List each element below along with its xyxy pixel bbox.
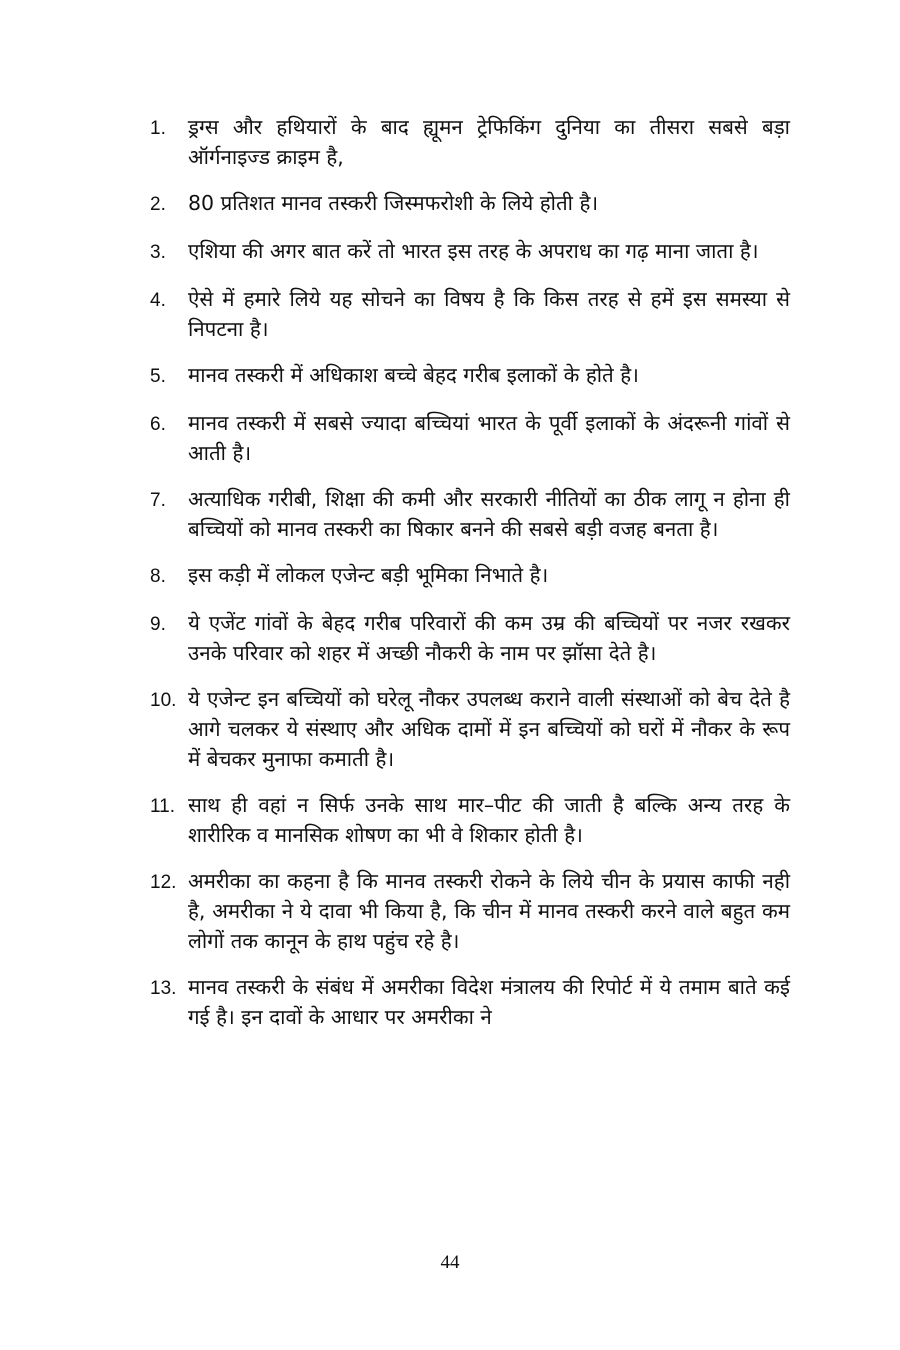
item-text: ऐसे में हमारे लिये यह सोचने का विषय है कि किस तरह से हमें इस समस्या से निपटना है।	[188, 287, 790, 341]
item-text: ये एजेन्ट इन बच्चियों को घरेलू नौकर उपलब्ध कराने वाली संस्थाओं को बेच देते है आगे चलकर ये संस्थाए और अधिक दामों में इन बच्चियों को घरों में नौकर के रूप में बेचकर मुनाफा कमाती है।	[188, 687, 790, 771]
item-text: मानव तस्करी में सबसे ज्यादा बच्चियां भारत के पूर्वी इलाकों के अंदरूनी गांवों से आती है।	[188, 411, 790, 465]
list-item	[150, 408, 790, 468]
list-item	[150, 866, 790, 956]
list-item	[150, 790, 790, 850]
list-item	[150, 608, 790, 668]
item-number: 10.	[150, 690, 177, 711]
list-item	[150, 188, 790, 220]
page-number: 44	[440, 1252, 460, 1273]
item-text: ड्रग्स और हथियारों के बाद ह्यूमन ट्रेफिकिंग दुनिया का तीसरा सबसे बड़ा ऑर्गनाइज्ड क्राइम है,	[188, 115, 790, 169]
item-number: 7.	[150, 490, 166, 511]
item-number: 6.	[150, 414, 166, 435]
item-number: 4.	[150, 290, 166, 311]
item-text: 80 प्रतिशत मानव तस्करी जिस्मफरोशी के लिये होती है।	[188, 191, 599, 215]
item-text: ये एजेंट गांवों के बेहद गरीब परिवारों की कम उम्र की बच्चियों पर नजर रखकर उनके परिवार को शहर में अच्छी नौकरी के नाम पर झॉसा देते है।	[188, 611, 790, 665]
item-number: 5.	[150, 366, 166, 387]
list-item	[150, 284, 790, 344]
item-text: अत्याधिक गरीबी, शिक्षा की कमी और सरकारी नीतियों का ठीक लागू न होना ही बच्चियों को मानव तस्करी का षिकार बनने की सबसे बड़ी वजह बनता है।	[188, 487, 790, 541]
item-number: 8.	[150, 566, 166, 587]
list-item	[150, 560, 790, 592]
list-item	[150, 484, 790, 544]
item-text: अमरीका का कहना है कि मानव तस्करी रोकने के लिये चीन के प्रयास काफी नही है, अमरीका ने ये दावा भी किया है, कि चीन में मानव तस्करी करने वाले बहुत कम लोगों तक कानून के हाथ पहुंच रहे है।	[188, 869, 790, 953]
list-item	[150, 684, 790, 774]
item-text: मानव तस्करी के संबंध में अमरीका विदेश मंत्रालय की रिपोर्ट में ये तमाम बाते कई गई है। इन दावों के आधार पर अमरीका ने	[188, 975, 790, 1029]
list-item	[150, 112, 790, 172]
item-number: 2.	[150, 194, 166, 215]
list-item	[150, 360, 790, 392]
item-text: मानव तस्करी में अधिकाश बच्चे बेहद गरीब इलाकों के होते है।	[188, 363, 639, 387]
item-number: 1.	[150, 118, 166, 139]
item-number: 13.	[150, 978, 177, 999]
item-number: 12.	[150, 872, 177, 893]
item-text: साथ ही वहां न सिर्फ उनके साथ मार–पीट की जाती है बल्कि अन्य तरह के शारीरिक व मानसिक शोषण का भी वे शिकार होती है।	[188, 793, 790, 847]
numbered-list	[150, 112, 790, 1048]
list-item	[150, 972, 790, 1032]
item-text: एशिया की अगर बात करें तो भारत इस तरह के अपराध का गढ़ माना जाता है।	[188, 239, 759, 263]
list-item	[150, 236, 790, 268]
item-number: 9.	[150, 614, 166, 635]
item-number: 11.	[150, 796, 176, 817]
item-text: इस कड़ी में लोकल एजेन्ट बड़ी भूमिका निभाते है।	[188, 563, 549, 587]
item-number: 3.	[150, 242, 166, 263]
